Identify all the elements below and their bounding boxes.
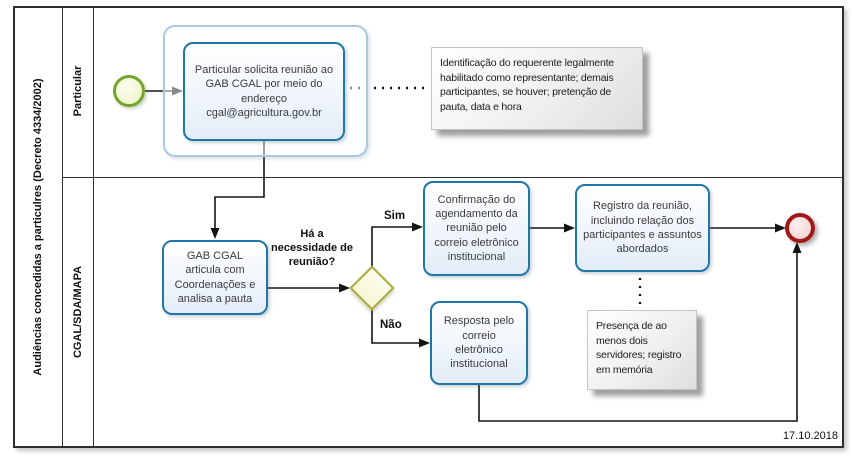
lane-divider xyxy=(62,177,844,178)
lane-label-divider xyxy=(93,6,94,448)
annotation-presenca: Presença de ao menos dois servidores; registro em memória xyxy=(587,310,697,390)
start-event xyxy=(113,75,145,107)
annotation-requisitos: Identificação do requerente legalmente habilitado como representante; demais participantes, se houver; pretenção de pauta, data e hora xyxy=(431,47,643,130)
lane-label-particular: Particular xyxy=(72,65,84,117)
date-label: 17.10.2018 xyxy=(782,430,838,442)
gateway-question: Há a necessidade de reunião? xyxy=(271,228,353,268)
end-event xyxy=(785,213,815,243)
task-resposta-correio: Resposta pelo correio eletrônico institucional xyxy=(430,301,528,385)
pool-title-divider xyxy=(62,6,63,448)
task-registro-reuniao: Registro da reunião, incluindo relação dos participantes e assuntos abordados xyxy=(575,184,710,272)
task-confirmacao-agendamento: Confirmação do agendamento da reunião pelo correio eletrônico institucional xyxy=(423,181,530,276)
task-solicita-reuniao: Particular solicita reunião ao GAB CGAL por meio do endereço cgal@agricultura.gov.br xyxy=(183,42,345,141)
flow-label-nao: Não xyxy=(380,319,402,331)
flow-label-sim: Sim xyxy=(384,210,406,222)
pool-title: Audiências concedidas a particulres (Decreto 4334/2002) xyxy=(32,78,44,376)
lane-label-cgal: CGAL/SDA/MAPA xyxy=(72,265,84,359)
task-articula-coordenacoes: GAB CGAL articula com Coordenações e analisa a pauta xyxy=(162,240,268,315)
